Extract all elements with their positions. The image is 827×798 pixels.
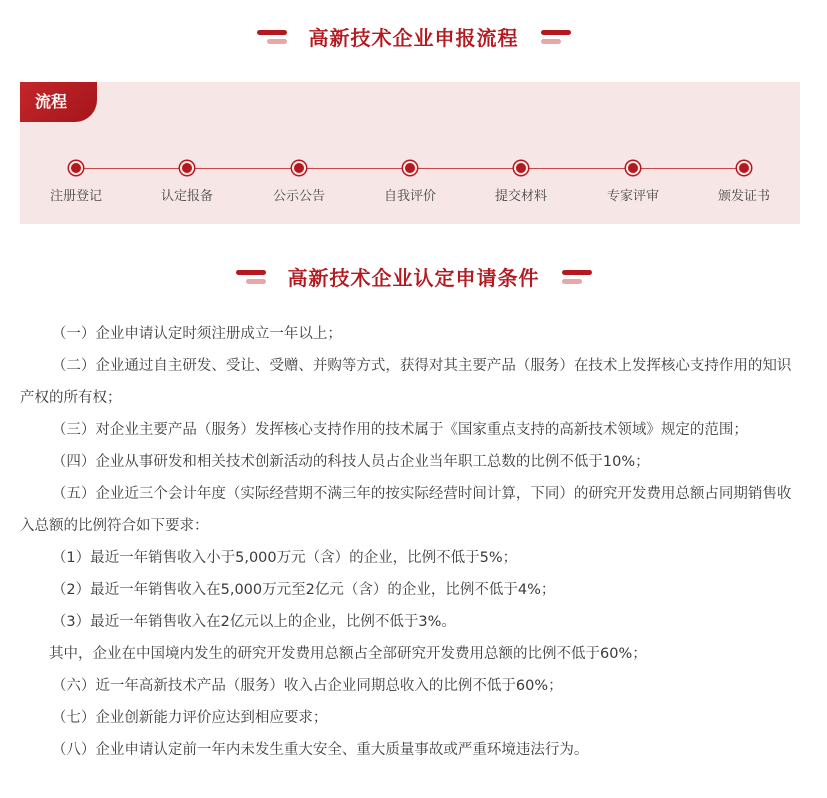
step-label: 注册登记: [49, 189, 102, 204]
conditions-body: [20, 318, 795, 766]
process-step-7: [694, 161, 794, 204]
process-step-4: [360, 161, 460, 204]
step-label: 提交材料: [494, 189, 547, 204]
process-step-5: [471, 161, 571, 204]
process-step-1: [26, 161, 126, 204]
process-step-2: [137, 161, 237, 204]
condition-paragraph: （二）企业通过自主研发、受让、受赠、并购等方式，获得对其主要产品（服务）在技术上发挥核心支持作用的知识产权的所有权；: [20, 358, 792, 406]
step-dot-icon: [292, 161, 306, 175]
process-heading: [0, 22, 827, 51]
condition-paragraph: （七）企业创新能力评价应达到相应要求；: [51, 710, 328, 726]
condition-subitem: （3）最近一年销售收入在2亿元以上的企业，比例不低于3%。: [51, 614, 456, 630]
step-dot-icon: [626, 161, 640, 175]
process-panel: [20, 82, 800, 224]
heading-decoration-left: [236, 270, 266, 284]
process-tag: 流程: [20, 82, 97, 122]
heading-decoration-left: [257, 30, 287, 44]
condition-subitem: （2）最近一年销售收入在5,000万元至2亿元（含）的企业，比例不低于4%；: [51, 582, 556, 598]
condition-paragraph: （四）企业从事研发和相关技术创新活动的科技人员占企业当年职工总数的比例不低于10%；: [51, 454, 650, 470]
condition-paragraph: （六）近一年高新技术产品（服务）收入占企业同期总收入的比例不低于60%；: [51, 678, 563, 694]
heading-decoration-right: [562, 270, 592, 284]
process-step-3: [249, 161, 349, 204]
condition-paragraph: （五）企业近三个会计年度（实际经营期不满三年的按实际经营时间计算，下同）的研究开发费用总额占同期销售收入总额的比例符合如下要求：: [20, 486, 792, 534]
process-step-6: [583, 161, 683, 204]
step-label: 专家评审: [606, 189, 659, 204]
conditions-heading-title: 高新技术企业认定申请条件: [287, 266, 540, 290]
step-dot-icon: [514, 161, 528, 175]
condition-note: 其中，企业在中国境内发生的研究开发费用总额占全部研究开发费用总额的比例不低于60%；: [49, 646, 647, 662]
conditions-heading: [0, 262, 827, 291]
condition-paragraph: （八）企业申请认定前一年内未发生重大安全、重大质量事故或严重环境违法行为。: [51, 742, 589, 758]
condition-subitem: （1）最近一年销售收入小于5,000万元（含）的企业，比例不低于5%；: [51, 550, 518, 566]
step-dot-icon: [69, 161, 83, 175]
process-heading-title: 高新技术企业申报流程: [308, 26, 519, 50]
step-dot-icon: [403, 161, 417, 175]
step-dot-icon: [737, 161, 751, 175]
heading-decoration-right: [541, 30, 571, 44]
step-label: 颁发证书: [717, 189, 770, 204]
step-label: 认定报备: [160, 189, 213, 204]
step-dot-icon: [180, 161, 194, 175]
condition-paragraph: （一）企业申请认定时须注册成立一年以上；: [51, 326, 342, 342]
step-label: 公示公告: [272, 189, 325, 204]
condition-paragraph: （三）对企业主要产品（服务）发挥核心支持作用的技术属于《国家重点支持的高新技术领域》规定的范围；: [51, 422, 748, 438]
step-label: 自我评价: [383, 189, 436, 204]
